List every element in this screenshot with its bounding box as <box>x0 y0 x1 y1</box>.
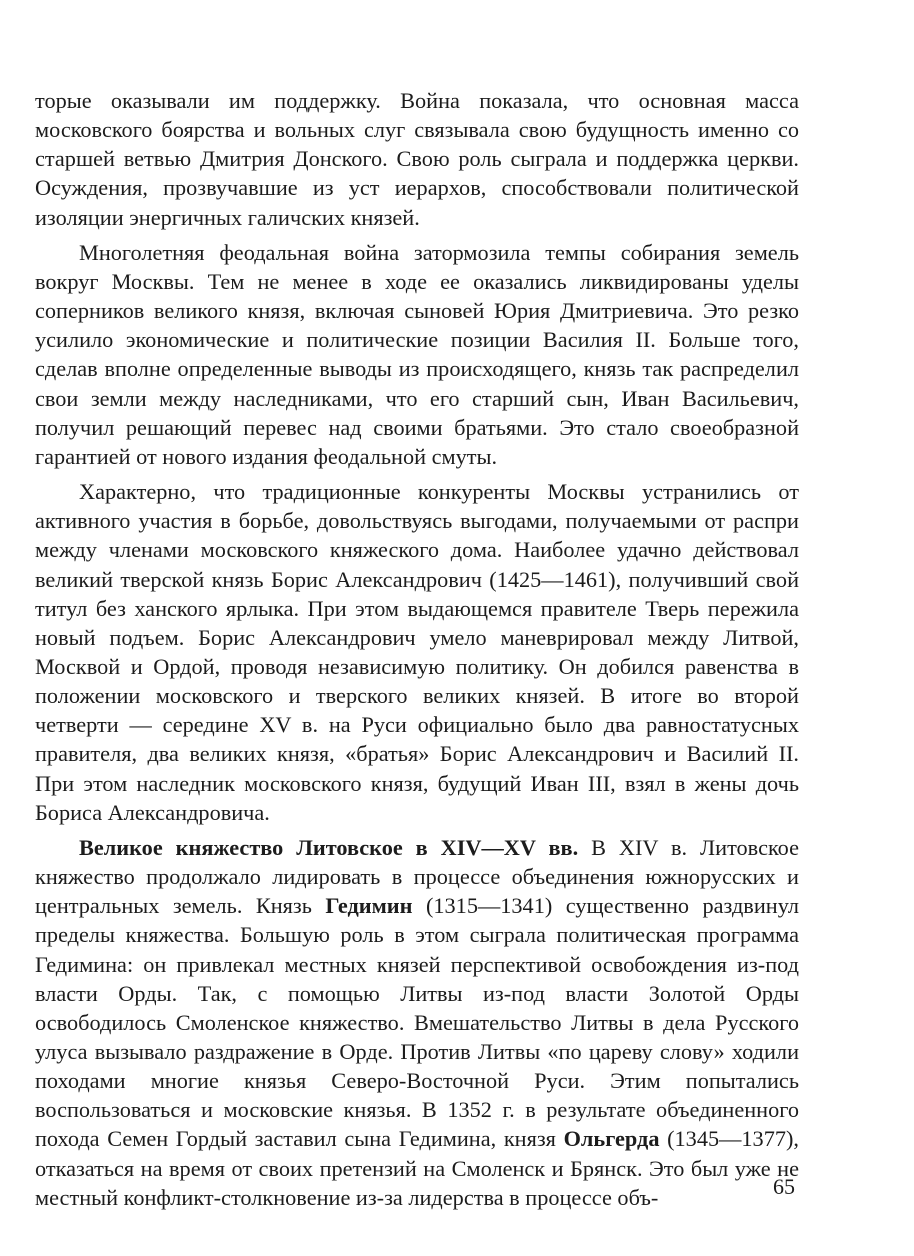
paragraph-2 <box>35 238 799 471</box>
paragraph-4-run-4: (1315—1341) существенно раздвинул пределы княжества. Большую роль в этом сыграла политическая программа Гедимина: он привлекал местных князей перспективой освобождения из-под власти Орды. Так, с помощью Литвы из-под власти Золотой Орды освободилось Смоленское княжество. Вмешательство Литвы в дела Русского улуса вызывало раздражение в Орде. Против Литвы «по цареву слову» ходили походами многие князья Северо-Восточной Руси. Этим попытались воспользоваться и московские князья. В 1352 г. в результате объединенного похода Семен Гордый заставил сына Гедимина, князя <box>35 893 799 1152</box>
paragraph-4 <box>35 833 799 1212</box>
name-olgerd: Ольгерда <box>563 1126 660 1152</box>
paragraph-4-run-2: В XIV в. Литовское княжество продолжало лидировать в процессе объединения южнорусских и центральных земель. Князь <box>35 834 799 919</box>
page-number: 65 <box>773 1174 795 1199</box>
paragraph-4-run-6: (1345—1377), отказаться на время от своих претензий на Смоленск и Брянск. Это был уже не местный конфликт-столкновение из-за лидерства в процессе объ- <box>35 1126 800 1210</box>
paragraph-1-run-1: торые оказывали им поддержку. Война показала, что основная масса московского боярства и вольных слуг связывала свою будущность именно со старшей ветвью Дмитрия Донского. Свою роль сыграла и поддержка церкви. Осуждения, прозвучавшие из уст иерархов, способствовали политической изоляции энергичных галичских князей. <box>35 88 799 230</box>
paragraph-1 <box>35 86 799 232</box>
paragraph-3-run-1: Характерно, что традиционные конкуренты Москвы устранились от активного участия в борьбе, довольствуясь выгодами, получаемыми от распри между членами московского княжеского дома. Наиболее удачно действовал великий тверской князь Борис Александрович (1425—1461), получивший свой титул без ханского ярлыка. При этом выдающемся правителе Тверь пережила новый подъем. Борис Александрович умело маневрировал между Литвой, Москвой и Ордой, проводя независимую политику. Он добился равенства в положении московского и тверского великих князей. В итоге во второй четверти — середине XV в. на Руси официально было два равностатусных правителя, два великих князя, «братья» Борис Александрович и Василий II. При этом наследник московского князя, будущий Иван III, взял в жены дочь Бориса Александровича. <box>35 479 799 825</box>
body-text <box>35 86 799 1212</box>
paragraph-3 <box>35 477 799 827</box>
paragraph-2-run-1: Многолетняя феодальная война затормозила темпы собирания земель вокруг Москвы. Тем не менее в ходе ее оказались ликвидированы уделы соперников великого князя, включая сыновей Юрия Дмитриевича. Это резко усилило экономические и политические позиции Василия II. Больше того, сделав вполне определенные выводы из происходящего, князь так распределил свои земли между наследниками, что его старший сын, Иван Васильевич, получил решающий перевес над своими братьями. Это стало своеобразной гарантией от нового издания феодальной смуты. <box>35 239 799 469</box>
name-gedimin: Гедимин <box>325 893 413 919</box>
section-heading: Великое княжество Литовское в XIV—XV вв. <box>79 834 579 860</box>
